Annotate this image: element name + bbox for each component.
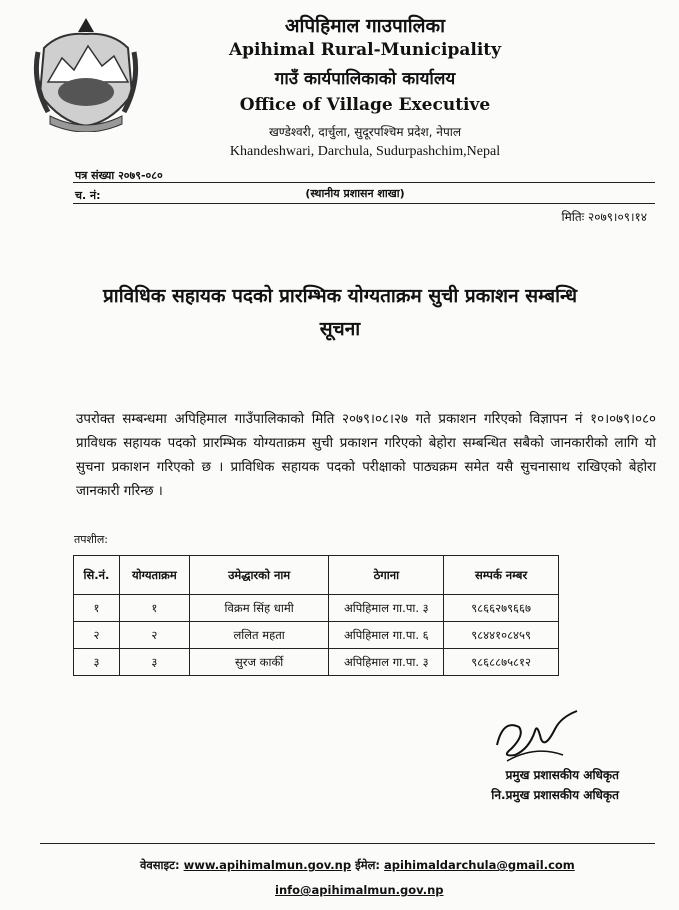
divider	[73, 182, 655, 183]
map-icon	[58, 78, 114, 106]
signature-icon	[485, 705, 585, 770]
notice-title-line2: सूचना	[319, 318, 361, 340]
cell-candidate-name: ललित महता	[189, 622, 329, 649]
cell-address: अपिहिमाल गा.पा. ३	[329, 595, 444, 622]
website-label: वेवसाइट:	[140, 858, 180, 872]
municipality-name-english: Apihimal Rural-Municipality	[228, 40, 502, 60]
col-candidate-name: उमेद्धारको नाम	[189, 556, 329, 595]
candidate-table	[73, 555, 559, 676]
office-name-english: Office of Village Executive	[239, 95, 491, 115]
cell-merit-rank: ३	[119, 649, 189, 676]
col-contact-number: सम्पर्क नम्बर	[444, 556, 559, 595]
cell-serial: ३	[74, 649, 120, 676]
cell-contact-number: ९८६६२७९६६७	[444, 595, 559, 622]
table-row	[74, 595, 559, 622]
notice-title	[60, 280, 620, 346]
notice-date: मितिः २०७९।०९।१४	[561, 210, 647, 224]
email-label: ईमेल:	[355, 858, 381, 872]
notice-body: उपरोक्त सम्बन्धमा अपिहिमाल गाउँपालिकाको मिति २०७९।०८।२७ गते प्रकाशन गरिएको विज्ञापन नं १०।०७९।०८० प्राविधक सहायक पदको प्रारम्भिक योग्यताक्रम सुची प्रकाशन गरिएको बेहोरा सम्बन्धित सबैको जानकारीको लागि यो सुचना प्रकाशन गरिएको छ । प्राविधिक सहायक पदको परीक्षाको पाठ्यक्रम समेत यसै सुचनासाथ राखिएको बेहोरा जानकारी गरिन्छ ।	[76, 412, 656, 499]
cell-merit-rank: १	[119, 595, 189, 622]
divider	[73, 203, 655, 204]
cell-serial: २	[74, 622, 120, 649]
footer-divider	[40, 843, 655, 844]
table-row	[74, 622, 559, 649]
footer-contact	[140, 858, 575, 873]
office-name-nepali: गाउँ कार्यपालिकाको कार्यालय	[274, 69, 456, 89]
email-link-secondary[interactable]: info@apihimalmun.gov.np	[275, 883, 444, 897]
cell-address: अपिहिमाल गा.पा. ६	[329, 622, 444, 649]
cell-contact-number: ९८४४१०८४५९	[444, 622, 559, 649]
cell-serial: १	[74, 595, 120, 622]
cell-candidate-name: सुरज कार्की	[189, 649, 329, 676]
dispatch-number: च. नं:	[75, 189, 101, 202]
address-english: Khandeshwari, Darchula, Sudurpashchim,Nepal	[229, 144, 501, 159]
acting-chief-administrative-officer-title: नि.प्रमुख प्रशासकीय अधिकृत	[491, 788, 619, 802]
municipality-name-nepali: अपिहिमाल गाउपालिका	[284, 15, 446, 37]
chief-administrative-officer-title: प्रमुख प्रशासकीय अधिकृत	[505, 768, 619, 782]
address-nepali: खण्डेश्वरी, दार्चुला, सुदूरपश्चिम प्रदेश, नेपाल	[268, 125, 462, 139]
letter-number: पत्र संख्या २०७९-०८०	[75, 169, 163, 182]
cell-candidate-name: विक्रम सिंह धामी	[189, 595, 329, 622]
notice-title-line1: प्राविधिक सहायक पदको प्रारम्भिक योग्यताक्रम सुची प्रकाशन सम्बन्धि	[102, 285, 577, 307]
website-link[interactable]: www.apihimalmun.gov.np	[183, 858, 352, 872]
cell-contact-number: ९८६८८७५८१२	[444, 649, 559, 676]
details-label: तपशील:	[74, 533, 109, 546]
col-serial: सि.नं.	[74, 556, 120, 595]
cell-merit-rank: २	[119, 622, 189, 649]
emblem-flag-icon	[78, 18, 94, 32]
cell-address: अपिहिमाल गा.पा. ३	[329, 649, 444, 676]
col-address: ठेगाना	[329, 556, 444, 595]
col-merit-rank: योग्यताक्रम	[119, 556, 189, 595]
branch-name: (स्थानीय प्रशासन शाखा)	[305, 187, 405, 200]
nepal-emblem-logo	[30, 12, 142, 132]
table-header-row	[74, 556, 559, 595]
table-row	[74, 649, 559, 676]
email-link[interactable]: apihimaldarchula@gmail.com	[384, 858, 575, 872]
